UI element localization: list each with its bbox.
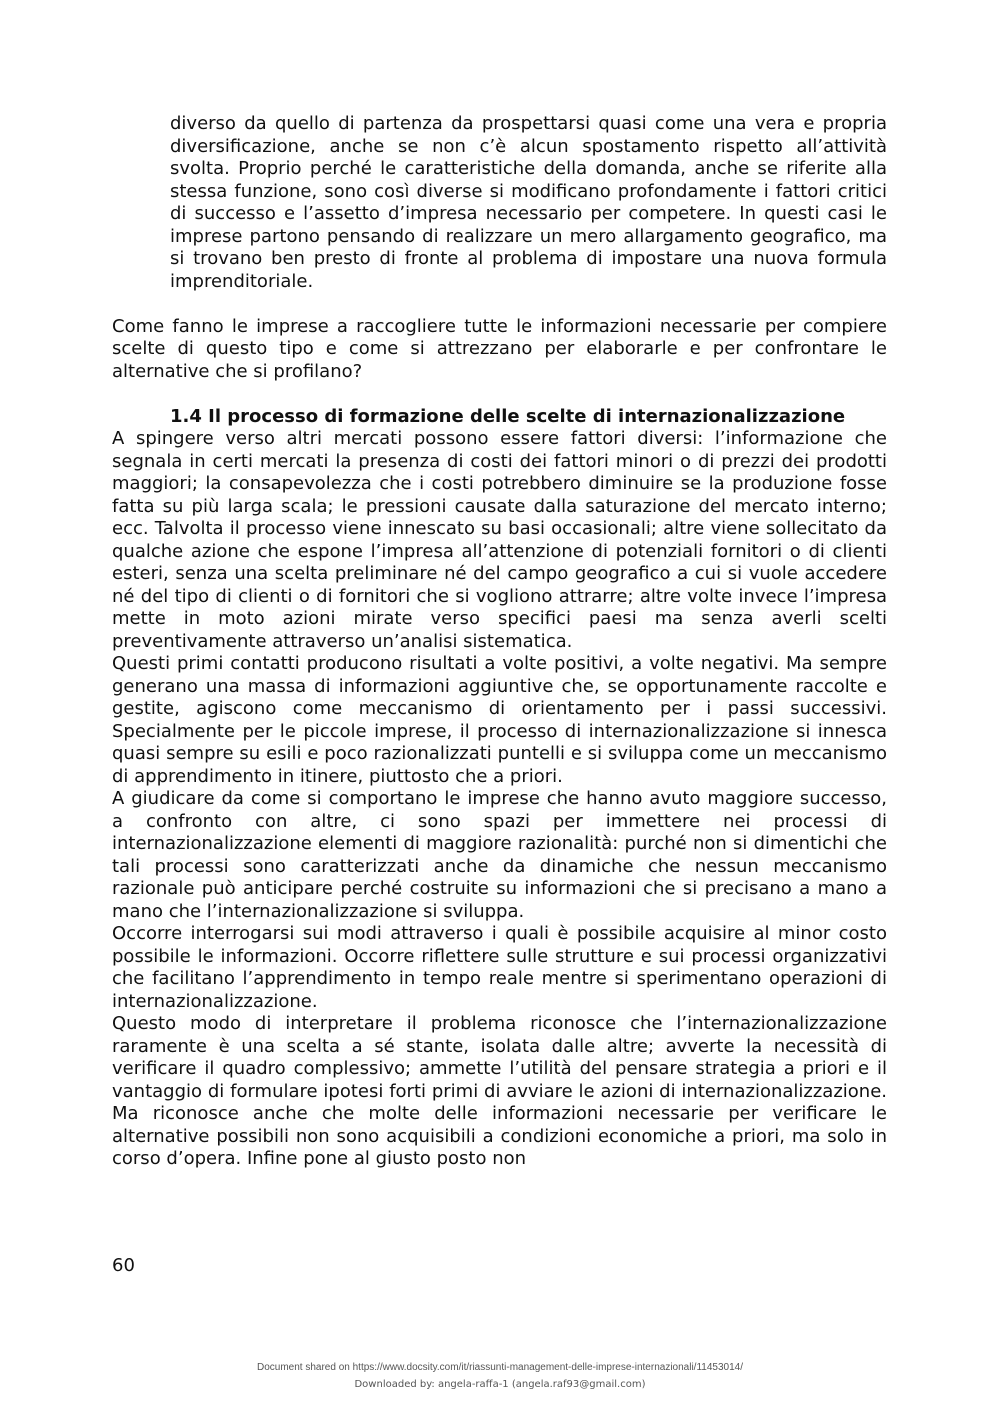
body-paragraph-5: Questo modo di interpretare il problema riconosce che l’internazionalizzazione raramente è una scelta a sé stante, isolata dalle altre; avverte la necessità di verificare il quadro complessivo; ammette l’utilità del pensare strategia a priori e il vantaggio di formulare ipotesi forti primi di avviare le azioni di internazionalizzazione. Ma riconosce anche che molte delle informazioni necessarie per verificare le alternative possibili non sono acquisibili a condizioni economiche a priori, ma solo in corso d’opera. Infine pone al giusto posto non [112,1013,887,1169]
body-paragraph-2: Questi primi contatti producono risultati a volte positivi, a volte negativi. Ma sempre generano una massa di informazioni aggiuntive che, se opportunamente raccolte e gestite, agiscono come meccanismo di orientamento per i passi successivi. Specialmente per le piccole imprese, il processo di internazionalizzazione si innesca quasi sempre su esili e poco razionalizzati puntelli e si sviluppa come un meccanismo di apprendimento in itinere, piuttosto che a priori. [112,653,887,787]
page-number: 60 [112,1255,135,1276]
paragraph-spacer [112,293,887,316]
quote-paragraph: diverso da quello di partenza da prospettarsi quasi come una vera e propria diversificazione, anche se non c’è alcun spostamento rispetto all’attività svolta. Proprio perché le caratteristiche della domanda, anche se riferite alla stessa funzione, sono così diverse si modificano profondamente i fattori critici di successo e l’assetto d’impresa necessario per competere. In questi casi le imprese partono pensando di realizzare un mero allargamento geografico, ma si trovano ben presto di fronte al problema di impostare una nuova formula imprenditoriale. [170,113,887,292]
footer-shared-link[interactable]: Document shared on https://www.docsity.com/it/riassunti-management-delle-imprese-internazionali/11453014/ [257,1362,743,1373]
section-heading: 1.4 Il processo di formazione delle scelte di internazionalizzazione [170,405,846,427]
body-paragraph-4: Occorre interrogarsi sui modi attraverso i quali è possibile acquisire al minor costo possibile le informazioni. Occorre riflettere sulle strutture e sui processi organizzativi che facilitano l’apprendimento in tempo reale mentre si sperimentano operazioni di internazionalizzazione. [112,923,887,1012]
question-paragraph: Come fanno le imprese a raccogliere tutte le informazioni necessarie per compiere scelte di questo tipo e come si attrezzano per elaborarle e per confrontare le alternative che si profilano? [112,315,887,382]
page-body [112,113,887,1171]
body-paragraph-3: A giudicare da come si comportano le imprese che hanno avuto maggiore successo, a confronto con altre, ci sono spazi per immettere nei processi di internazionalizzazione elementi di maggiore razionalità: purché non si dimentichi che tali processi sono caratterizzati anche da dinamiche che nessun meccanismo razionale può anticipare perché costruite su informazioni che si precisano a mano a mano che l’internazionalizzazione si sviluppa. [112,788,887,922]
body-paragraph-1: A spingere verso altri mercati possono essere fattori diversi: l’informazione che segnala in certi mercati la presenza di costi dei fattori minori o di prezzi dei prodotti maggiori; la consapevolezza che i costi potrebbero diminuire se la produzione fosse fatta su più larga scala; le pressioni causate dalla saturazione del mercato interno; ecc. Talvolta il processo viene innescato su basi occasionali; altre viene sollecitato da qualche azione che espone l’impresa all’attenzione di potenziali fornitori o di clienti esteri, senza una scelta preliminare né del campo geografico a cui si vuole accedere né del tipo di clienti o di fornitori che si vogliono attrarre; altre volte invece l’impresa mette in moto azioni mirate verso specifici paesi ma senza averli scelti preventivamente attraverso un’analisi sistematica. [112,428,887,652]
footer-downloaded-by: Downloaded by: angela-raffa-1 (angela.raf93@gmail.com) [354,1379,646,1390]
paragraph-spacer [112,383,887,406]
